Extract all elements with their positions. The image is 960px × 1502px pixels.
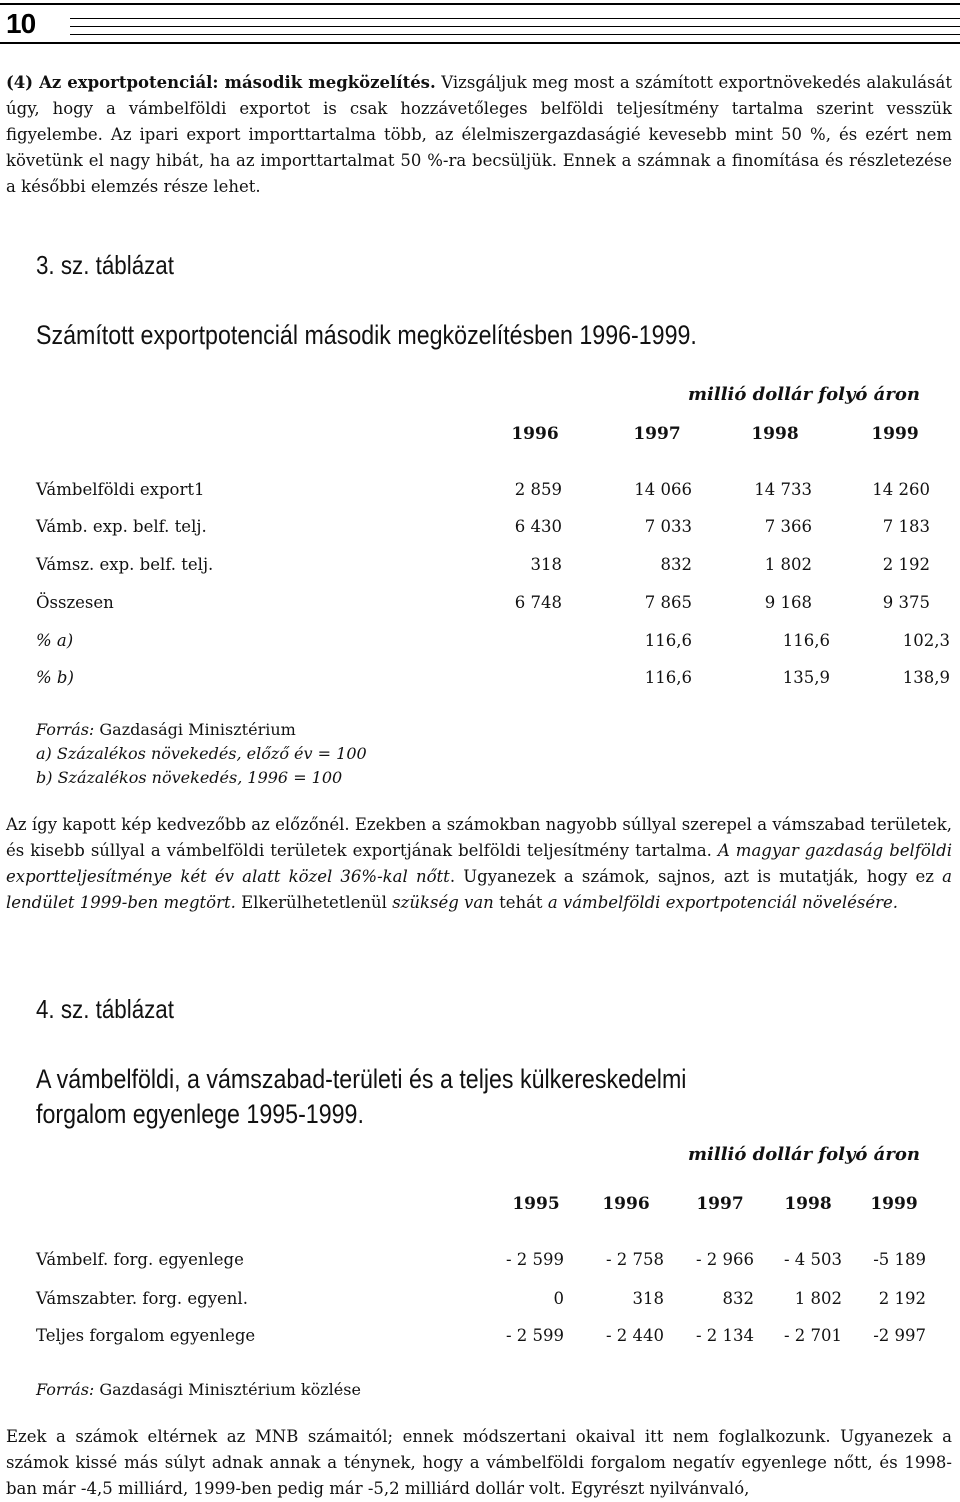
table4-cell: 1 802 xyxy=(794,1289,842,1308)
middle-part1: Az így kapott kép kedvezőbb az előzőnél. Ezekben a számokban nagyobb súllyal szerepel a vámszabad területek, és kisebb súllyal a vámbelföldi területek exportjának belföldi teljesítmény tartalma. xyxy=(6,815,952,860)
table3-cell: 14 260 xyxy=(872,480,930,499)
table3-cell: 7 366 xyxy=(764,517,812,536)
table4-cell: - 2 440 xyxy=(605,1326,664,1345)
table4-source xyxy=(36,1380,361,1399)
header-rule-3 xyxy=(70,34,960,35)
table4-cell: - 2 758 xyxy=(605,1250,664,1269)
table3-cell: 2 192 xyxy=(882,555,930,574)
page-number: 10 xyxy=(6,8,36,39)
table3-cell: 6 430 xyxy=(514,517,562,536)
table4-year-1997: 1997 xyxy=(696,1194,744,1214)
table3-cell: 14 066 xyxy=(634,480,692,499)
table4-row-label: Teljes forgalom egyenlege xyxy=(36,1326,256,1345)
table3-source xyxy=(36,720,296,739)
table4-cell: 318 xyxy=(632,1289,664,1308)
table3-cell: 1 802 xyxy=(764,555,812,574)
table4-source-label: Forrás: xyxy=(36,1380,95,1399)
table3-cell: 135,9 xyxy=(782,668,830,687)
intro-text: Vizsgáljuk meg most a számított exportnövekedés alakulását úgy, hogy a vámbelföldi exportot is csak hozzávetőleges belföldi teljesítmény tartalma szerint vesszük figyelembe. Az ipari export importtartalma több, az élelmiszergazdaságié kevesebb mint 50 %, és ezért nem követünk el nagy hibát, ha az importtartalmat 50 %-ra becsüljük. Ennek a számnak a finomítása és részletezése a későbbi elemzés része lehet. xyxy=(6,73,952,196)
table4-cell: 832 xyxy=(722,1289,754,1308)
table3-row-label: % a) xyxy=(36,631,74,650)
middle-part5: Elkerülhetetlenül xyxy=(235,893,393,912)
table4-source-text: Gazdasági Minisztérium közlése xyxy=(94,1380,361,1399)
table4-cell: - 2 966 xyxy=(695,1250,754,1269)
table4-cell: 2 192 xyxy=(878,1289,926,1308)
table4-year-1996: 1996 xyxy=(602,1194,650,1214)
table3-source-label: Forrás: xyxy=(36,720,95,739)
table3-unit: millió dollár folyó áron xyxy=(688,384,920,405)
table3-row-label: Vámsz. exp. belf. telj. xyxy=(36,555,214,574)
table4-cell: - 2 599 xyxy=(505,1326,564,1345)
middle-part4: a lendület 1999-ben megtört. xyxy=(6,867,952,912)
header-rule-top xyxy=(0,3,960,5)
table3-cell: 116,6 xyxy=(782,631,830,650)
middle-part3: . Ugyanezek a számok, sajnos, azt is mutatják, hogy ez xyxy=(449,867,943,886)
middle-part6: szükség van xyxy=(392,893,494,912)
table4-caption: 4. sz. táblázat xyxy=(36,994,174,1024)
table3-cell: 116,6 xyxy=(644,668,692,687)
header-rule-2 xyxy=(70,26,960,27)
table4-cell: -5 189 xyxy=(873,1250,926,1269)
table3-cell: 7 865 xyxy=(644,593,692,612)
table4-title-line2: forgalom egyenlege 1995-1999. xyxy=(36,1099,364,1129)
table3-row-label: % b) xyxy=(36,668,74,687)
table4-cell: - 2 134 xyxy=(695,1326,754,1345)
table4-title-line1: A vámbelföldi, a vámszabad-területi és a teljes külkereskedelmi xyxy=(36,1064,687,1094)
table3-cell: 9 375 xyxy=(882,593,930,612)
table4-cell: - 2 701 xyxy=(783,1326,842,1345)
table3-cell: 138,9 xyxy=(902,668,950,687)
middle-part2: A magyar gazdaság belföldi exportteljesítménye két év alatt közel 36%-kal nőtt xyxy=(6,841,952,886)
table4-cell: - 4 503 xyxy=(783,1250,842,1269)
table3-cell: 116,6 xyxy=(644,631,692,650)
middle-paragraph xyxy=(6,812,952,916)
intro-lead: (4) Az exportpotenciál: második megközelítés. xyxy=(6,73,436,92)
table4-row-label: Vámszabter. forg. egyenl. xyxy=(36,1289,248,1308)
table4-row-label: Vámbelf. forg. egyenlege xyxy=(36,1250,244,1269)
table3-cell: 7 033 xyxy=(644,517,692,536)
table4-year-1998: 1998 xyxy=(784,1194,832,1214)
table3-row-label: Vámbelföldi export1 xyxy=(36,480,205,499)
table4-year-1995: 1995 xyxy=(512,1194,560,1214)
table4-cell: 0 xyxy=(553,1289,564,1308)
table3-row-label: Vámb. exp. belf. telj. xyxy=(36,517,207,536)
middle-part8: a vámbelföldi exportpotenciál növelésére. xyxy=(547,893,899,912)
table3-year-1998: 1998 xyxy=(751,424,799,444)
header-rule-1 xyxy=(70,18,960,19)
table3-caption: 3. sz. táblázat xyxy=(36,250,174,280)
page-header xyxy=(0,0,960,48)
table3-year-1997: 1997 xyxy=(633,424,681,444)
table3-cell: 7 183 xyxy=(882,517,930,536)
table3-cell: 9 168 xyxy=(764,593,812,612)
table3-cell: 14 733 xyxy=(754,480,812,499)
closing-paragraph: Ezek a számok eltérnek az MNB számaitól; ennek módszertani okaival itt nem foglalkozunk. Ugyanezek a számok kissé más súlyt adnak annak a ténynek, hogy a vámbelföldi forgalom negatív egyenlege nőtt, és 1998-ban már -4,5 milliárd, 1999-ben pedig már -5,2 milliárd dollár volt. Egyrészt nyilvánvaló, xyxy=(6,1427,952,1498)
table4-cell: - 2 599 xyxy=(505,1250,564,1269)
table4-cell: -2 997 xyxy=(873,1326,926,1345)
table3-year-1996: 1996 xyxy=(511,424,559,444)
table3-note-a: a) Százalékos növekedés, előző év = 100 xyxy=(36,744,367,763)
table3-cell: 6 748 xyxy=(514,593,562,612)
table3-cell: 102,3 xyxy=(902,631,950,650)
table3-title: Számított exportpotenciál második megközelítésben 1996-1999. xyxy=(36,320,697,350)
intro-paragraph xyxy=(6,70,952,200)
table3-note-b: b) Százalékos növekedés, 1996 = 100 xyxy=(36,768,343,787)
header-rule-bottom xyxy=(0,42,960,44)
table4-year-1999: 1999 xyxy=(870,1194,918,1214)
table3-source-text: Gazdasági Minisztérium xyxy=(94,720,296,739)
table4-unit: millió dollár folyó áron xyxy=(688,1144,920,1165)
middle-part7: tehát xyxy=(493,893,548,912)
table3-cell: 2 859 xyxy=(514,480,562,499)
table3-cell: 318 xyxy=(530,555,562,574)
table3-row-label: Összesen xyxy=(36,593,114,612)
table3-cell: 832 xyxy=(660,555,692,574)
table3-year-1999: 1999 xyxy=(871,424,919,444)
